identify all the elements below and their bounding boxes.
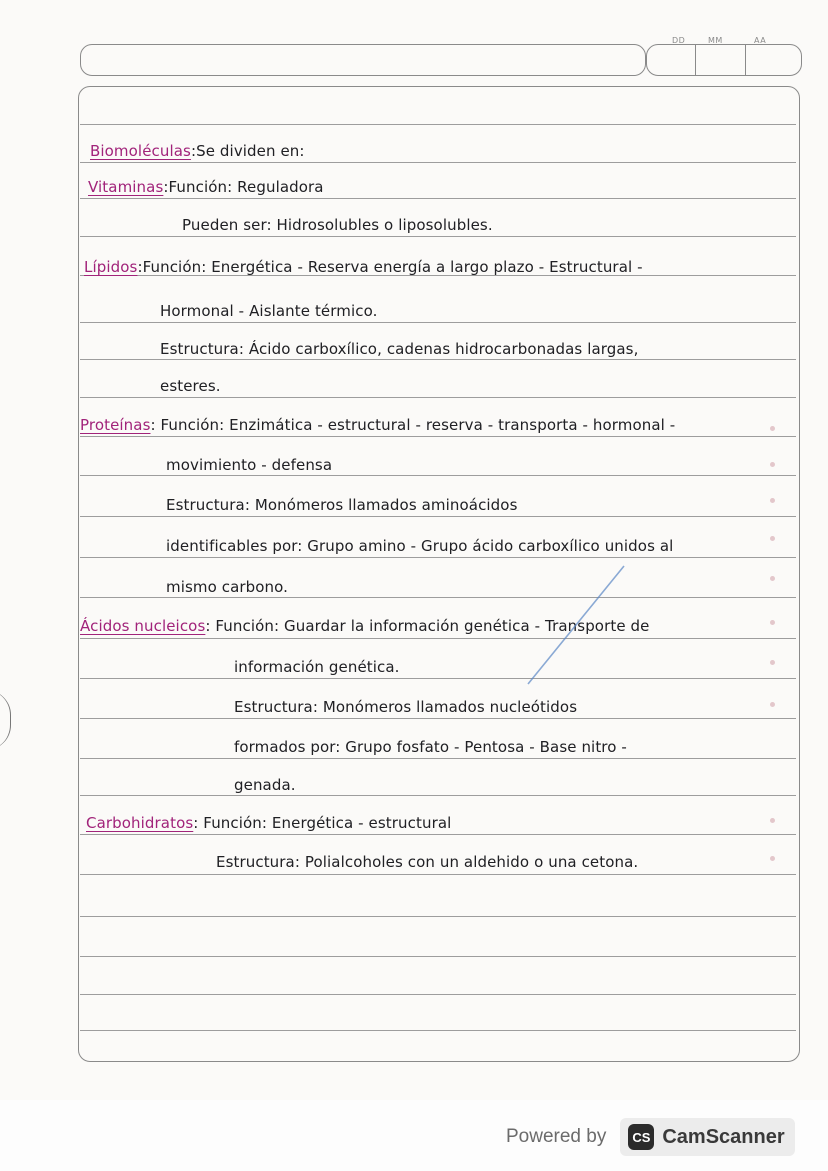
lipidos-line-2: Hormonal - Aislante térmico.: [160, 302, 378, 320]
ruled-line: [80, 597, 796, 598]
vitaminas-function: :Función: Reguladora: [163, 178, 324, 196]
ruled-line: [80, 956, 796, 957]
lipidos-function: :Función: Energética - Reserva energía a largo plazo - Estructural -: [137, 258, 643, 276]
ruled-line: [80, 795, 796, 796]
proteinas-line-2: movimiento - defensa: [166, 456, 333, 474]
vitaminas-line-1: [88, 178, 324, 196]
ruled-line: [80, 718, 796, 719]
show-through-bullet: [770, 702, 775, 707]
proteinas-line-1: [80, 416, 675, 434]
carbohidratos-line-1: [86, 814, 451, 832]
ruled-line: [80, 124, 796, 125]
ruled-line: [80, 359, 796, 360]
ruled-line: [80, 475, 796, 476]
camscanner-badge: [620, 1118, 794, 1156]
camscanner-brand: CamScanner: [662, 1125, 785, 1148]
proteinas-heading: Proteínas: [80, 416, 151, 434]
camscanner-logo-icon: CS: [628, 1124, 654, 1150]
biomoleculas-text: :Se dividen en:: [190, 142, 305, 160]
show-through-bullet: [770, 426, 775, 431]
scanner-watermark: [506, 1116, 795, 1158]
ruled-line: [80, 834, 796, 835]
lipidos-line-4: esteres.: [160, 377, 221, 395]
acidos-line-3: Estructura: Monómeros llamados nucleótidos: [234, 698, 578, 716]
proteinas-line-3: Estructura: Monómeros llamados aminoácidos: [166, 496, 518, 514]
proteinas-line-5: mismo carbono.: [166, 578, 289, 596]
ruled-line: [80, 1030, 796, 1031]
ruled-line: [80, 557, 796, 558]
ruled-line: [80, 322, 796, 323]
vitaminas-line-2: Pueden ser: Hidrosolubles o liposolubles.: [182, 216, 493, 234]
acidos-function: : Función: Guardar la información genética - Transporte de: [205, 617, 650, 635]
show-through-bullet: [770, 818, 775, 823]
date-label-day: DD: [672, 36, 686, 45]
binder-hole: [0, 690, 11, 750]
lipidos-heading: Lípidos: [84, 258, 138, 276]
powered-by-text: Powered by: [506, 1126, 607, 1147]
biomoleculas-heading: Biomoléculas: [90, 142, 191, 160]
date-divider: [695, 45, 696, 75]
show-through-bullet: [770, 620, 775, 625]
biomoleculas-line: [90, 142, 305, 160]
lipidos-line-3: Estructura: Ácido carboxílico, cadenas hidrocarbonadas largas,: [160, 340, 639, 358]
ruled-line: [80, 162, 796, 163]
ruled-line: [80, 994, 796, 995]
ruled-line: [80, 397, 796, 398]
acidos-line-4: formados por: Grupo fosfato - Pentosa - Base nitro -: [234, 738, 627, 756]
acidos-nucleicos-heading: Ácidos nucleicos: [80, 617, 206, 635]
date-label-month: MM: [708, 36, 723, 45]
date-box: [646, 44, 802, 76]
acidos-line-5: genada.: [234, 776, 296, 794]
ruled-line: [80, 758, 796, 759]
pen-stroke: [520, 560, 630, 690]
carbohidratos-line-2: Estructura: Polialcoholes con un aldehido o una cetona.: [216, 853, 639, 871]
ruled-line: [80, 516, 796, 517]
show-through-bullet: [770, 536, 775, 541]
vitaminas-heading: Vitaminas: [88, 178, 164, 196]
show-through-bullet: [770, 462, 775, 467]
ruled-line: [80, 436, 796, 437]
title-box: [80, 44, 646, 76]
ruled-line: [80, 874, 796, 875]
carbohidratos-function: : Función: Energética - estructural: [193, 814, 452, 832]
show-through-bullet: [770, 498, 775, 503]
date-label-year: AA: [754, 36, 767, 45]
show-through-bullet: [770, 660, 775, 665]
acidos-line-2: información genética.: [234, 658, 400, 676]
ruled-line: [80, 236, 796, 237]
ruled-line: [80, 638, 796, 639]
proteinas-line-4: identificables por: Grupo amino - Grupo ácido carboxílico unidos al: [166, 537, 674, 555]
proteinas-function: : Función: Enzimática - estructural - reserva - transporta - hormonal -: [150, 416, 676, 434]
ruled-line: [80, 678, 796, 679]
date-divider: [745, 45, 746, 75]
ruled-line: [80, 916, 796, 917]
lipidos-line-1: [84, 258, 643, 276]
carbohidratos-heading: Carbohidratos: [86, 814, 194, 832]
ruled-line: [80, 198, 796, 199]
show-through-bullet: [770, 576, 775, 581]
show-through-bullet: [770, 856, 775, 861]
